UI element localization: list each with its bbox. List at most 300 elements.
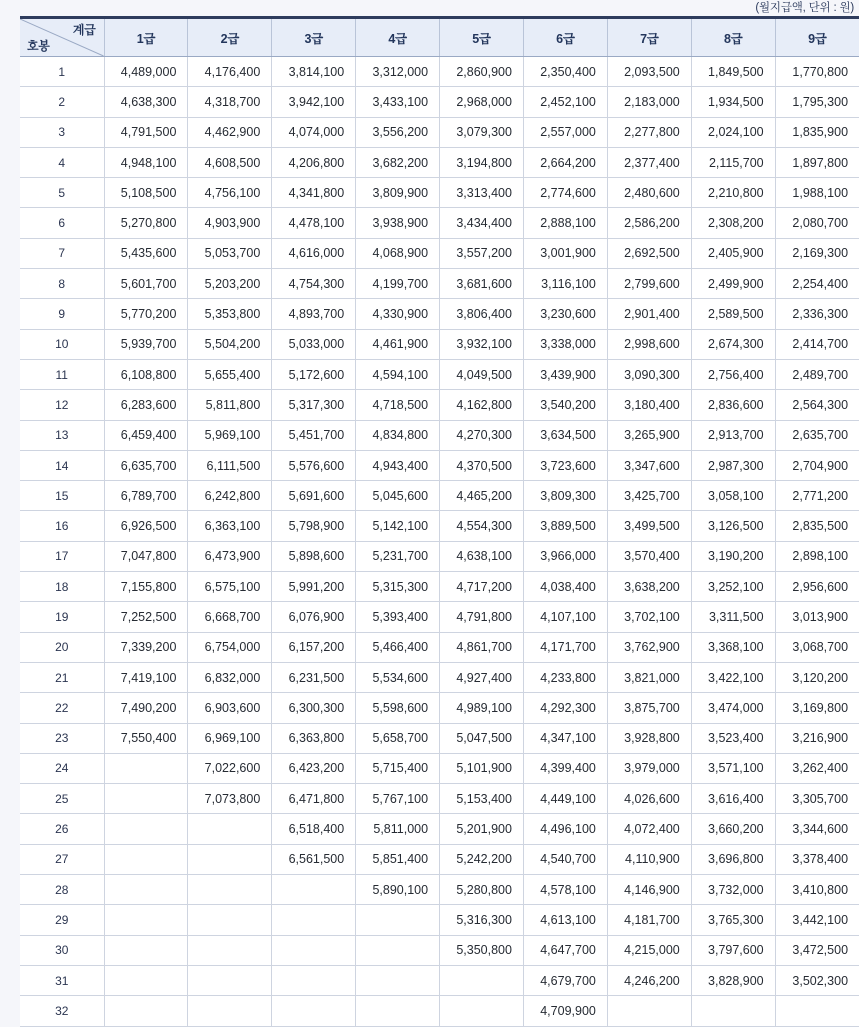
salary-cell: 5,047,500 — [440, 723, 524, 753]
row-step-label: 26 — [20, 814, 104, 844]
row-step-label: 32 — [20, 996, 104, 1026]
salary-cell — [440, 996, 524, 1026]
salary-cell — [356, 965, 440, 995]
salary-cell: 5,172,600 — [272, 359, 356, 389]
table-row — [20, 996, 859, 1026]
salary-cell: 4,608,500 — [188, 147, 272, 177]
corner-column-label: 계급 — [72, 23, 96, 37]
salary-cell: 2,405,900 — [691, 238, 775, 268]
salary-cell: 4,791,800 — [440, 602, 524, 632]
salary-cell: 4,462,900 — [188, 117, 272, 147]
table-row — [20, 572, 859, 602]
salary-cell: 5,315,300 — [356, 572, 440, 602]
salary-cell: 3,932,100 — [440, 329, 524, 359]
salary-cell: 3,439,900 — [523, 359, 607, 389]
salary-cell: 5,350,800 — [440, 935, 524, 965]
salary-cell: 3,079,300 — [440, 117, 524, 147]
table-row — [20, 178, 859, 208]
salary-cell: 4,233,800 — [523, 662, 607, 692]
salary-cell: 2,835,500 — [775, 511, 859, 541]
salary-cell: 5,939,700 — [104, 329, 188, 359]
table-row — [20, 329, 859, 359]
salary-cell: 5,598,600 — [356, 693, 440, 723]
salary-cell: 4,756,100 — [188, 178, 272, 208]
salary-cell: 6,231,500 — [272, 662, 356, 692]
salary-cell — [104, 935, 188, 965]
salary-cell: 5,715,400 — [356, 753, 440, 783]
table-row — [20, 632, 859, 662]
salary-cell: 6,635,700 — [104, 450, 188, 480]
row-step-label: 30 — [20, 935, 104, 965]
salary-cell: 5,691,600 — [272, 481, 356, 511]
salary-cell: 2,589,500 — [691, 299, 775, 329]
salary-cell: 5,898,600 — [272, 541, 356, 571]
salary-cell: 2,956,600 — [775, 572, 859, 602]
salary-cell: 3,442,100 — [775, 905, 859, 935]
row-step-label: 1 — [20, 57, 104, 87]
salary-cell: 6,754,000 — [188, 632, 272, 662]
salary-cell: 4,215,000 — [607, 935, 691, 965]
salary-cell: 6,668,700 — [188, 602, 272, 632]
salary-cell: 3,702,100 — [607, 602, 691, 632]
salary-cell: 4,478,100 — [272, 208, 356, 238]
salary-cell — [272, 996, 356, 1026]
salary-cell: 2,968,000 — [440, 87, 524, 117]
table-row — [20, 269, 859, 299]
salary-cell: 5,201,900 — [440, 814, 524, 844]
salary-cell: 3,230,600 — [523, 299, 607, 329]
salary-cell: 3,797,600 — [691, 935, 775, 965]
column-header-grade-7: 7급 — [607, 18, 691, 57]
salary-cell: 4,107,100 — [523, 602, 607, 632]
salary-cell: 4,399,400 — [523, 753, 607, 783]
salary-cell: 5,451,700 — [272, 420, 356, 450]
salary-cell — [272, 935, 356, 965]
salary-cell — [272, 905, 356, 935]
salary-cell: 4,903,900 — [188, 208, 272, 238]
salary-cell: 2,586,200 — [607, 208, 691, 238]
table-row — [20, 602, 859, 632]
salary-cell: 4,206,800 — [272, 147, 356, 177]
salary-cell: 3,265,900 — [607, 420, 691, 450]
salary-cell: 3,190,200 — [691, 541, 775, 571]
salary-cell: 3,762,900 — [607, 632, 691, 662]
row-step-label: 2 — [20, 87, 104, 117]
salary-cell: 4,465,200 — [440, 481, 524, 511]
salary-cell — [188, 875, 272, 905]
salary-cell: 4,791,500 — [104, 117, 188, 147]
salary-cell: 4,709,900 — [523, 996, 607, 1026]
salary-cell: 5,798,900 — [272, 511, 356, 541]
salary-cell: 2,557,000 — [523, 117, 607, 147]
salary-cell: 2,664,200 — [523, 147, 607, 177]
salary-cell — [188, 935, 272, 965]
salary-cell — [775, 996, 859, 1026]
salary-cell: 4,948,100 — [104, 147, 188, 177]
salary-cell: 5,655,400 — [188, 359, 272, 389]
salary-cell: 2,564,300 — [775, 390, 859, 420]
table-row — [20, 965, 859, 995]
salary-cell: 5,153,400 — [440, 784, 524, 814]
salary-cell: 4,943,400 — [356, 450, 440, 480]
row-step-label: 6 — [20, 208, 104, 238]
salary-cell: 2,901,400 — [607, 299, 691, 329]
salary-cell: 5,890,100 — [356, 875, 440, 905]
salary-cell: 3,194,800 — [440, 147, 524, 177]
salary-cell: 2,080,700 — [775, 208, 859, 238]
corner-header-cell — [20, 18, 104, 57]
salary-cell: 3,378,400 — [775, 844, 859, 874]
row-step-label: 8 — [20, 269, 104, 299]
salary-cell: 5,969,100 — [188, 420, 272, 450]
column-header-grade-1: 1급 — [104, 18, 188, 57]
salary-cell: 4,754,300 — [272, 269, 356, 299]
salary-cell: 7,490,200 — [104, 693, 188, 723]
salary-cell: 5,203,200 — [188, 269, 272, 299]
salary-cell: 3,979,000 — [607, 753, 691, 783]
salary-cell: 3,425,700 — [607, 481, 691, 511]
salary-cell: 4,347,100 — [523, 723, 607, 753]
salary-cell: 3,499,500 — [607, 511, 691, 541]
salary-cell: 3,434,400 — [440, 208, 524, 238]
table-row — [20, 481, 859, 511]
salary-cell: 3,828,900 — [691, 965, 775, 995]
salary-cell: 2,771,200 — [775, 481, 859, 511]
salary-cell: 4,049,500 — [440, 359, 524, 389]
row-step-label: 20 — [20, 632, 104, 662]
salary-cell: 6,108,800 — [104, 359, 188, 389]
salary-cell: 2,480,600 — [607, 178, 691, 208]
salary-cell: 6,471,800 — [272, 784, 356, 814]
salary-cell: 5,534,600 — [356, 662, 440, 692]
salary-cell: 3,068,700 — [775, 632, 859, 662]
salary-cell: 2,499,900 — [691, 269, 775, 299]
salary-cell: 3,305,700 — [775, 784, 859, 814]
salary-cell — [356, 935, 440, 965]
salary-cell — [607, 996, 691, 1026]
row-step-label: 12 — [20, 390, 104, 420]
table-row — [20, 753, 859, 783]
salary-cell: 4,038,400 — [523, 572, 607, 602]
row-step-label: 29 — [20, 905, 104, 935]
salary-cell: 6,926,500 — [104, 511, 188, 541]
salary-cell: 3,682,200 — [356, 147, 440, 177]
salary-cell — [356, 996, 440, 1026]
salary-cell: 3,723,600 — [523, 450, 607, 480]
salary-cell: 7,419,100 — [104, 662, 188, 692]
unit-note: (월지급액, 단위 : 원) — [755, 2, 854, 14]
table-row — [20, 814, 859, 844]
salary-cell: 3,502,300 — [775, 965, 859, 995]
row-step-label: 28 — [20, 875, 104, 905]
salary-cell: 1,795,300 — [775, 87, 859, 117]
salary-cell: 3,889,500 — [523, 511, 607, 541]
salary-cell — [440, 965, 524, 995]
salary-cell: 4,292,300 — [523, 693, 607, 723]
salary-cell: 1,849,500 — [691, 57, 775, 87]
table-row — [20, 541, 859, 571]
salary-cell: 2,836,600 — [691, 390, 775, 420]
salary-cell: 7,550,400 — [104, 723, 188, 753]
salary-cell: 1,988,100 — [775, 178, 859, 208]
salary-cell: 2,774,600 — [523, 178, 607, 208]
table-row — [20, 299, 859, 329]
salary-cell: 3,696,800 — [691, 844, 775, 874]
salary-cell: 7,073,800 — [188, 784, 272, 814]
salary-cell: 3,338,000 — [523, 329, 607, 359]
salary-cell — [104, 996, 188, 1026]
salary-cell: 5,280,800 — [440, 875, 524, 905]
salary-cell: 3,928,800 — [607, 723, 691, 753]
salary-cell: 2,115,700 — [691, 147, 775, 177]
salary-cell: 5,101,900 — [440, 753, 524, 783]
salary-cell: 4,246,200 — [607, 965, 691, 995]
salary-cell: 5,053,700 — [188, 238, 272, 268]
salary-cell: 3,942,100 — [272, 87, 356, 117]
row-step-label: 17 — [20, 541, 104, 571]
row-step-label: 19 — [20, 602, 104, 632]
salary-cell: 3,634,500 — [523, 420, 607, 450]
salary-cell: 4,461,900 — [356, 329, 440, 359]
column-header-grade-5: 5급 — [440, 18, 524, 57]
table-row — [20, 511, 859, 541]
salary-cell: 6,423,200 — [272, 753, 356, 783]
salary-cell: 4,496,100 — [523, 814, 607, 844]
salary-cell: 3,312,000 — [356, 57, 440, 87]
salary-cell: 5,045,600 — [356, 481, 440, 511]
salary-cell: 2,860,900 — [440, 57, 524, 87]
salary-cell: 4,341,800 — [272, 178, 356, 208]
table-row — [20, 905, 859, 935]
salary-cell — [104, 814, 188, 844]
table-row — [20, 359, 859, 389]
row-step-label: 22 — [20, 693, 104, 723]
table-body — [20, 57, 859, 1027]
salary-cell: 3,814,100 — [272, 57, 356, 87]
row-step-label: 11 — [20, 359, 104, 389]
salary-cell: 4,717,200 — [440, 572, 524, 602]
row-step-label: 18 — [20, 572, 104, 602]
salary-cell — [104, 753, 188, 783]
salary-cell: 6,242,800 — [188, 481, 272, 511]
salary-cell: 4,927,400 — [440, 662, 524, 692]
salary-cell: 7,022,600 — [188, 753, 272, 783]
salary-cell: 4,068,900 — [356, 238, 440, 268]
salary-cell: 3,540,200 — [523, 390, 607, 420]
salary-cell: 3,806,400 — [440, 299, 524, 329]
salary-cell: 3,311,500 — [691, 602, 775, 632]
salary-cell — [104, 905, 188, 935]
salary-cell: 6,076,900 — [272, 602, 356, 632]
salary-cell: 5,142,100 — [356, 511, 440, 541]
salary-cell: 2,336,300 — [775, 299, 859, 329]
salary-cell: 3,638,200 — [607, 572, 691, 602]
row-step-label: 13 — [20, 420, 104, 450]
salary-cell: 7,047,800 — [104, 541, 188, 571]
salary-cell: 5,108,500 — [104, 178, 188, 208]
row-step-label: 23 — [20, 723, 104, 753]
table-row — [20, 57, 859, 87]
salary-cell: 3,938,900 — [356, 208, 440, 238]
salary-cell: 4,834,800 — [356, 420, 440, 450]
salary-cell: 3,809,300 — [523, 481, 607, 511]
table-row — [20, 117, 859, 147]
table-row — [20, 662, 859, 692]
header-row — [20, 18, 859, 57]
salary-cell: 5,851,400 — [356, 844, 440, 874]
salary-cell: 3,875,700 — [607, 693, 691, 723]
row-step-label: 3 — [20, 117, 104, 147]
salary-cell: 2,987,300 — [691, 450, 775, 480]
salary-cell: 4,989,100 — [440, 693, 524, 723]
corner-row-label: 호봉 — [27, 39, 50, 53]
salary-cell: 4,318,700 — [188, 87, 272, 117]
salary-cell: 2,350,400 — [523, 57, 607, 87]
salary-cell: 3,368,100 — [691, 632, 775, 662]
salary-cell: 7,252,500 — [104, 602, 188, 632]
salary-cell: 3,116,100 — [523, 269, 607, 299]
salary-cell: 4,616,000 — [272, 238, 356, 268]
salary-cell: 4,613,100 — [523, 905, 607, 935]
column-header-grade-9: 9급 — [775, 18, 859, 57]
row-step-label: 5 — [20, 178, 104, 208]
salary-cell: 6,561,500 — [272, 844, 356, 874]
row-step-label: 4 — [20, 147, 104, 177]
salary-cell: 3,180,400 — [607, 390, 691, 420]
salary-cell: 6,300,300 — [272, 693, 356, 723]
salary-cell: 3,347,600 — [607, 450, 691, 480]
salary-cell: 4,330,900 — [356, 299, 440, 329]
salary-cell: 3,556,200 — [356, 117, 440, 147]
table-row — [20, 420, 859, 450]
salary-table — [20, 16, 859, 1027]
salary-cell: 6,969,100 — [188, 723, 272, 753]
salary-cell — [188, 844, 272, 874]
salary-cell: 4,718,500 — [356, 390, 440, 420]
salary-cell: 2,692,500 — [607, 238, 691, 268]
salary-cell — [188, 905, 272, 935]
salary-cell: 6,575,100 — [188, 572, 272, 602]
salary-cell: 4,110,900 — [607, 844, 691, 874]
salary-cell: 3,474,000 — [691, 693, 775, 723]
column-header-grade-6: 6급 — [523, 18, 607, 57]
row-step-label: 24 — [20, 753, 104, 783]
table-row — [20, 844, 859, 874]
salary-cell: 5,353,800 — [188, 299, 272, 329]
row-step-label: 10 — [20, 329, 104, 359]
salary-cell: 1,897,800 — [775, 147, 859, 177]
salary-cell: 2,024,100 — [691, 117, 775, 147]
salary-cell: 2,254,400 — [775, 269, 859, 299]
salary-cell: 3,821,000 — [607, 662, 691, 692]
row-step-label: 21 — [20, 662, 104, 692]
table-row — [20, 693, 859, 723]
salary-cell: 1,770,800 — [775, 57, 859, 87]
salary-cell: 4,578,100 — [523, 875, 607, 905]
salary-cell: 1,934,500 — [691, 87, 775, 117]
salary-cell: 4,026,600 — [607, 784, 691, 814]
salary-cell: 2,888,100 — [523, 208, 607, 238]
salary-cell: 3,433,100 — [356, 87, 440, 117]
row-step-label: 9 — [20, 299, 104, 329]
salary-cell: 3,252,100 — [691, 572, 775, 602]
salary-cell: 3,472,500 — [775, 935, 859, 965]
salary-cell: 4,638,300 — [104, 87, 188, 117]
salary-cell: 3,571,100 — [691, 753, 775, 783]
salary-cell: 4,171,700 — [523, 632, 607, 662]
salary-cell: 4,072,400 — [607, 814, 691, 844]
salary-cell: 4,181,700 — [607, 905, 691, 935]
salary-cell — [188, 965, 272, 995]
salary-cell: 5,242,200 — [440, 844, 524, 874]
salary-cell: 4,638,100 — [440, 541, 524, 571]
salary-cell: 4,594,100 — [356, 359, 440, 389]
salary-cell — [104, 784, 188, 814]
salary-cell — [188, 996, 272, 1026]
salary-cell — [272, 875, 356, 905]
salary-cell: 6,473,900 — [188, 541, 272, 571]
salary-cell: 4,540,700 — [523, 844, 607, 874]
column-header-grade-3: 3급 — [272, 18, 356, 57]
row-step-label: 31 — [20, 965, 104, 995]
salary-cell — [104, 875, 188, 905]
table-row — [20, 450, 859, 480]
salary-cell: 3,120,200 — [775, 662, 859, 692]
salary-cell: 5,317,300 — [272, 390, 356, 420]
table-head — [20, 18, 859, 57]
table-row — [20, 238, 859, 268]
salary-cell: 5,770,200 — [104, 299, 188, 329]
salary-cell: 3,570,400 — [607, 541, 691, 571]
salary-cell: 6,903,600 — [188, 693, 272, 723]
salary-cell: 5,231,700 — [356, 541, 440, 571]
salary-cell: 5,033,000 — [272, 329, 356, 359]
salary-cell: 2,210,800 — [691, 178, 775, 208]
row-step-label: 15 — [20, 481, 104, 511]
salary-cell: 5,601,700 — [104, 269, 188, 299]
salary-cell: 5,811,000 — [356, 814, 440, 844]
salary-cell: 4,893,700 — [272, 299, 356, 329]
salary-cell: 2,756,400 — [691, 359, 775, 389]
salary-cell: 2,635,700 — [775, 420, 859, 450]
salary-cell: 4,647,700 — [523, 935, 607, 965]
salary-cell: 4,199,700 — [356, 269, 440, 299]
salary-cell — [356, 905, 440, 935]
salary-cell: 6,832,000 — [188, 662, 272, 692]
salary-cell: 2,489,700 — [775, 359, 859, 389]
salary-cell: 3,313,400 — [440, 178, 524, 208]
salary-cell: 2,414,700 — [775, 329, 859, 359]
salary-cell: 2,799,600 — [607, 269, 691, 299]
table-row — [20, 723, 859, 753]
salary-cell: 2,277,800 — [607, 117, 691, 147]
salary-cell: 4,176,400 — [188, 57, 272, 87]
salary-cell: 7,155,800 — [104, 572, 188, 602]
salary-cell: 3,169,800 — [775, 693, 859, 723]
salary-cell: 3,216,900 — [775, 723, 859, 753]
row-step-label: 16 — [20, 511, 104, 541]
table-row — [20, 208, 859, 238]
salary-cell: 3,681,600 — [440, 269, 524, 299]
salary-cell: 2,913,700 — [691, 420, 775, 450]
salary-cell: 3,262,400 — [775, 753, 859, 783]
salary-cell: 6,518,400 — [272, 814, 356, 844]
salary-cell: 2,093,500 — [607, 57, 691, 87]
salary-cell: 3,557,200 — [440, 238, 524, 268]
salary-cell: 2,169,300 — [775, 238, 859, 268]
salary-cell — [272, 965, 356, 995]
salary-cell: 5,767,100 — [356, 784, 440, 814]
